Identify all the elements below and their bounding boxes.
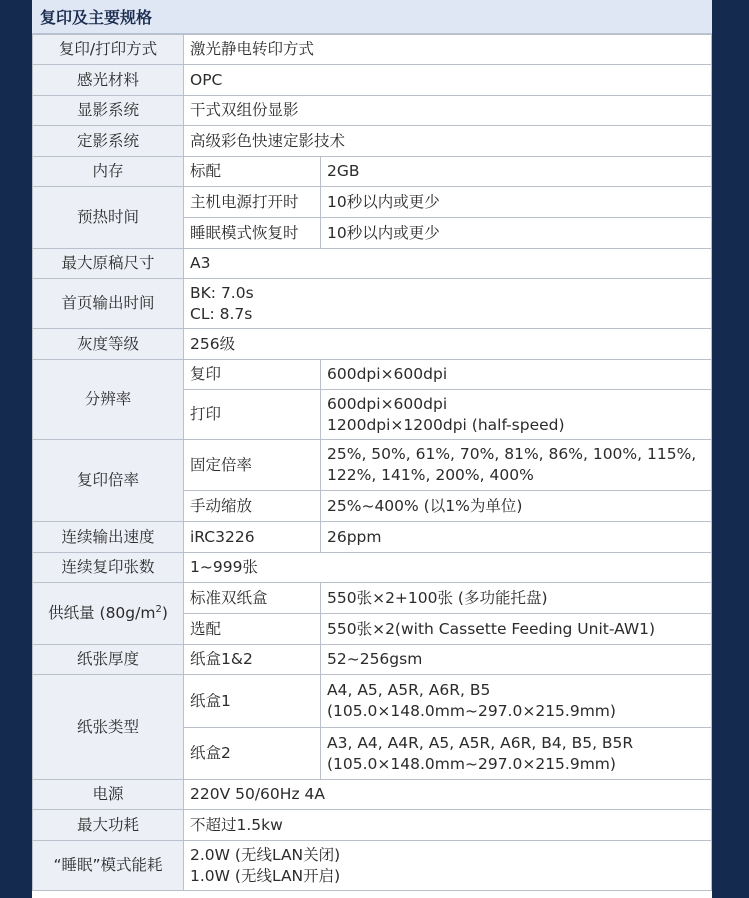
row-label: 首页输出时间 [33,279,184,329]
row-sublabel: 标准双纸盒 [184,583,321,614]
value-line: BK: 7.0s [190,283,254,302]
row-sublabel: 睡眠模式恢复时 [184,218,321,249]
value-line: A3, A4, A4R, A5, A5R, A6R, B4, B5, B5R [327,733,634,752]
table-row [33,675,712,728]
table-row [33,96,712,126]
row-label: 内存 [33,157,184,187]
row-sublabel: 复印 [184,360,321,390]
value-line: 600dpi×600dpi [327,394,448,413]
value-line: (105.0×148.0mm~297.0×215.9mm) [327,754,616,773]
row-value: 激光静电转印方式 [184,35,712,65]
row-label: 感光材料 [33,65,184,96]
table-row [33,249,712,279]
row-label: 纸张厚度 [33,645,184,675]
row-sublabel: 主机电源打开时 [184,187,321,218]
row-label: 最大原稿尺寸 [33,249,184,279]
table-row [33,187,712,218]
row-value: 10秒以内或更少 [321,218,712,249]
table-row [33,126,712,157]
row-label: 复印倍率 [33,440,184,522]
value-line: 1200dpi×1200dpi (half-speed) [327,415,565,434]
spec-sheet [32,0,712,898]
table-row [33,522,712,553]
row-value [321,390,712,440]
row-sublabel: 打印 [184,390,321,440]
row-label: 电源 [33,780,184,810]
row-sublabel: 纸盒1 [184,675,321,728]
row-label: 纸张类型 [33,675,184,780]
label-superscript: 2 [155,603,162,615]
table-row [33,553,712,583]
table-row [33,583,712,614]
row-label: 连续复印张数 [33,553,184,583]
row-value: 52~256gsm [321,645,712,675]
row-sublabel: 标配 [184,157,321,187]
table-row [33,841,712,891]
row-sublabel: 选配 [184,614,321,645]
table-row [33,810,712,841]
row-label: 灰度等级 [33,329,184,360]
row-label: “睡眠”模式能耗 [33,841,184,891]
spec-table [32,34,712,891]
row-value: 1~999张 [184,553,712,583]
table-row [33,360,712,390]
row-value: 26ppm [321,522,712,553]
table-row [33,645,712,675]
row-value: 2GB [321,157,712,187]
value-line: 2.0W (无线LAN关闭) [190,845,341,864]
row-sublabel: 固定倍率 [184,440,321,491]
row-value: 干式双组份显影 [184,96,712,126]
row-label: 连续输出速度 [33,522,184,553]
label-text: ) [161,604,168,622]
table-row [33,65,712,96]
row-value [321,728,712,780]
value-line: 1.0W (无线LAN开启) [190,866,341,885]
table-row [33,157,712,187]
row-value [321,675,712,728]
row-value [184,279,712,329]
row-value: 550张×2+100张 (多功能托盘) [321,583,712,614]
row-sublabel: 纸盒1&2 [184,645,321,675]
value-line: CL: 8.7s [190,304,253,323]
table-row [33,440,712,491]
row-value: 600dpi×600dpi [321,360,712,390]
table-row [33,329,712,360]
label-text: 供纸量 (80g/m [48,604,156,622]
row-value: 25%~400% (以1%为单位) [321,491,712,522]
value-line: (105.0×148.0mm~297.0×215.9mm) [327,702,616,720]
row-value: OPC [184,65,712,96]
value-line: 122%, 141%, 200%, 400% [327,466,534,484]
table-row [33,279,712,329]
section-title: 复印及主要规格 [32,0,712,34]
row-value: 550张×2(with Cassette Feeding Unit-AW1) [321,614,712,645]
row-sublabel: 纸盒2 [184,728,321,780]
value-line: 25%, 50%, 61%, 70%, 81%, 86%, 100%, 115%, [327,445,697,463]
row-label [33,583,184,645]
row-sublabel: iRC3226 [184,522,321,553]
value-line: A4, A5, A5R, A6R, B5 [327,681,491,699]
row-label: 预热时间 [33,187,184,249]
row-label: 复印/打印方式 [33,35,184,65]
row-value [321,440,712,491]
row-sublabel: 手动缩放 [184,491,321,522]
row-label: 分辨率 [33,360,184,440]
row-value: 不超过1.5kw [184,810,712,841]
row-value: 10秒以内或更少 [321,187,712,218]
table-row [33,780,712,810]
row-value: 高级彩色快速定影技术 [184,126,712,157]
row-label: 最大功耗 [33,810,184,841]
row-value [184,841,712,891]
row-value: 220V 50/60Hz 4A [184,780,712,810]
row-label: 定影系统 [33,126,184,157]
row-value: A3 [184,249,712,279]
row-label: 显影系统 [33,96,184,126]
table-row [33,35,712,65]
row-value: 256级 [184,329,712,360]
